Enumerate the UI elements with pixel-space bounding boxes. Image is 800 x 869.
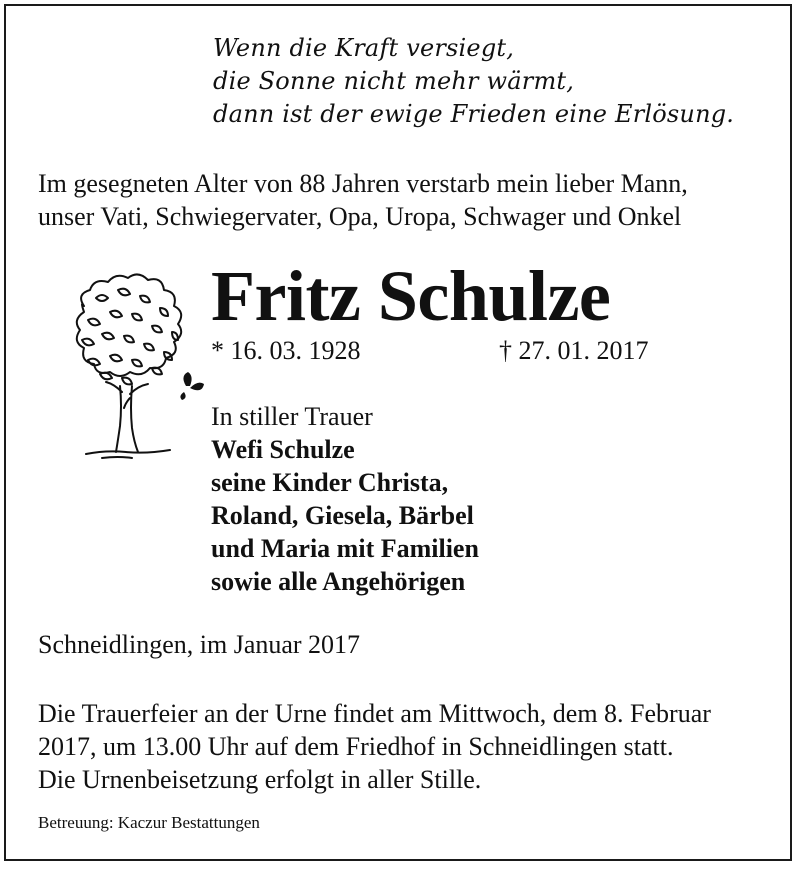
intro-line: Im gesegneten Alter von 88 Jahren verstarb mein lieber Mann,	[38, 169, 688, 198]
ceremony-text	[38, 697, 711, 796]
ceremony-line: Die Trauerfeier an der Urne findet am Mittwoch, dem 8. Februar	[38, 699, 711, 728]
butterfly-icon	[180, 372, 204, 400]
mourner-line: Wefi Schulze	[211, 435, 355, 464]
funeral-home-credit: Betreuung: Kaczur Bestattungen	[38, 813, 260, 832]
poem-line: die Sonne nicht mehr wärmt,	[213, 67, 575, 95]
intro-line: unser Vati, Schwiegervater, Opa, Uropa, Schwager und Onkel	[38, 202, 682, 231]
poem-line: Wenn die Kraft versiegt,	[213, 34, 515, 62]
mourners-block	[211, 400, 479, 598]
mourner-line: sowie alle Angehörigen	[211, 567, 466, 596]
mourning-heading: In stiller Trauer	[211, 402, 373, 431]
mourner-line: und Maria mit Familien	[211, 534, 479, 563]
deceased-name: Fritz Schulze	[211, 256, 611, 336]
mourner-line: seine Kinder Christa,	[211, 468, 449, 497]
mourner-line: Roland, Giesela, Bärbel	[211, 501, 474, 530]
notice-frame	[4, 4, 792, 861]
ceremony-line: 2017, um 13.00 Uhr auf dem Friedhof in Schneidlingen statt.	[38, 732, 674, 761]
place-date: Schneidlingen, im Januar 2017	[38, 630, 361, 659]
ceremony-line: Die Urnenbeisetzung erfolgt in aller Stille.	[38, 765, 482, 794]
poem	[213, 32, 773, 131]
tree-icon	[36, 268, 221, 463]
poem-line: dann ist der ewige Frieden eine Erlösung.	[213, 100, 735, 128]
birth-date: * 16. 03. 1928	[211, 336, 361, 365]
intro-text	[38, 167, 778, 233]
death-date: † 27. 01. 2017	[499, 336, 649, 365]
